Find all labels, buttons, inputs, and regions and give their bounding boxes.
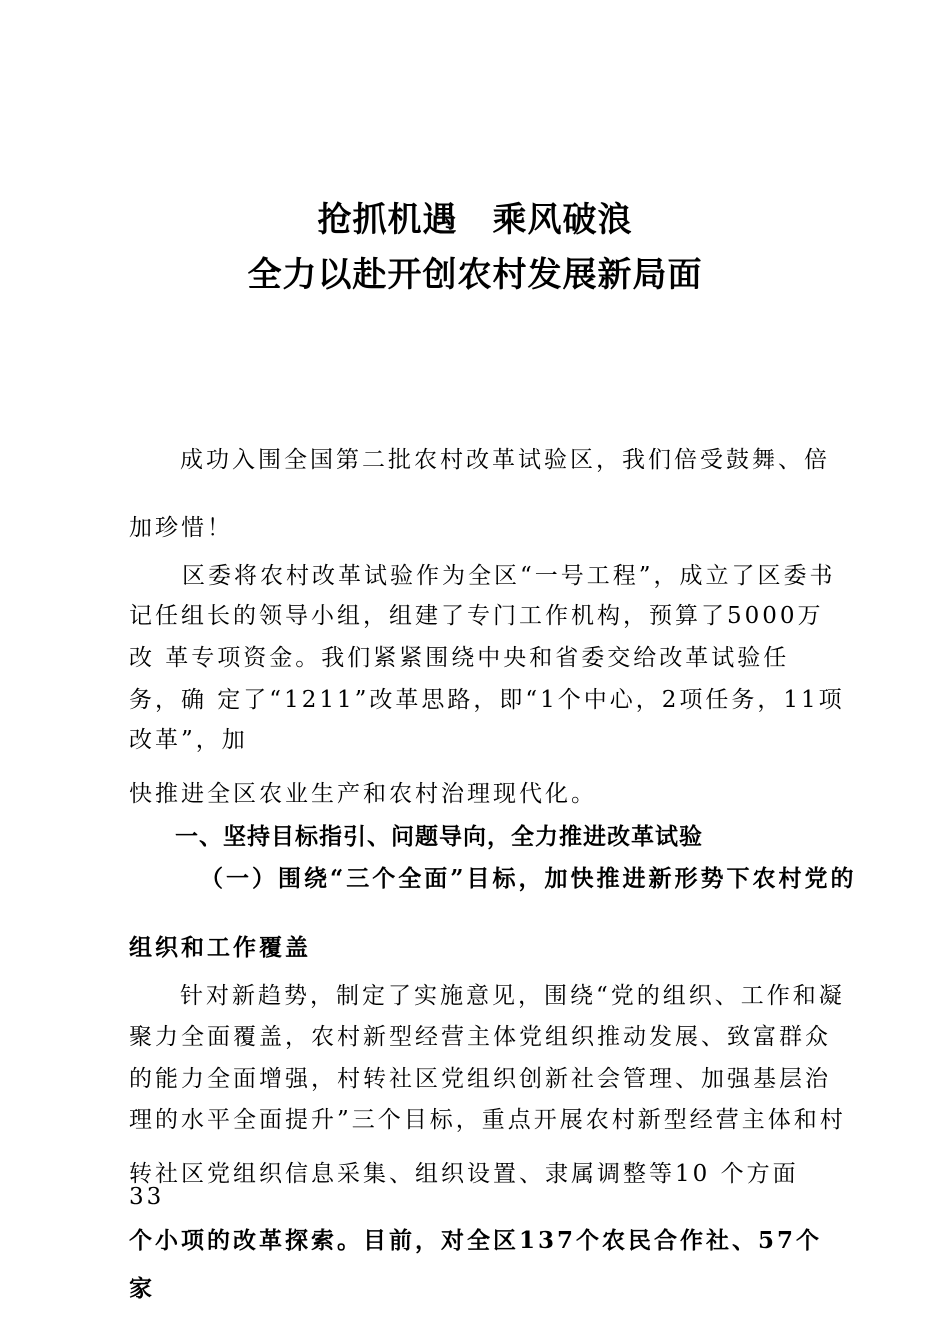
document-title-line2: 全力以赴开创农村发展新局面 xyxy=(247,255,703,295)
paragraph-line: 区委将农村改革试验作为全区“一号工程”，成立了区委书 xyxy=(182,563,836,589)
paragraph-line: 成功入围全国第二批农村改革试验区，我们倍受鼓舞、倍 xyxy=(180,447,830,473)
document-title-line1: 抢抓机遇 乘风破浪 xyxy=(317,200,633,240)
paragraph-line: 务，确 定了“1211”改革思路，即“1个中心，2项任务，11项 xyxy=(129,687,845,713)
paragraph-line: 理的水平全面提升”三个目标，重点开展农村新型经营主体和村 xyxy=(129,1107,846,1133)
paragraph-line: 记任组长的领导小组，组建了专门工作机构，预算了5000万 xyxy=(129,603,824,629)
paragraph-line: 针对新趋势，制定了实施意见，围绕“党的组织、工作和凝 xyxy=(180,983,845,1009)
paragraph-line: 转社区党组织信息采集、组织设置、隶属调整等10 个方面 xyxy=(129,1161,799,1187)
subsection-heading-cont: 组织和工作覆盖 xyxy=(129,934,311,961)
paragraph-line: 家 xyxy=(129,1275,155,1302)
paragraph-line: 快推进全区农业生产和农村治理现代化。 xyxy=(129,781,597,807)
paragraph-line: 33 xyxy=(129,1184,165,1210)
paragraph-line: 改革”，加 xyxy=(129,727,248,753)
paragraph-line: 个小项的改革探索。目前，对全区137个农民合作社、57个 xyxy=(129,1227,823,1254)
paragraph-line: 加珍惜！ xyxy=(129,515,233,541)
paragraph-line: 的能力全面增强，村转社区党组织创新社会管理、加强基层治 xyxy=(129,1066,831,1092)
paragraph-line: 改 革专项资金。我们紧紧围绕中央和省委交给改革试验任 xyxy=(129,645,790,671)
paragraph-line: 聚力全面覆盖，农村新型经营主体党组织推动发展、致富群众 xyxy=(129,1024,831,1050)
section-heading: 一、坚持目标指引、问题导向，全力推进改革试验 xyxy=(175,824,703,850)
subsection-heading: （一）围绕“三个全面”目标，加快推进新形势下农村党的 xyxy=(200,865,857,892)
